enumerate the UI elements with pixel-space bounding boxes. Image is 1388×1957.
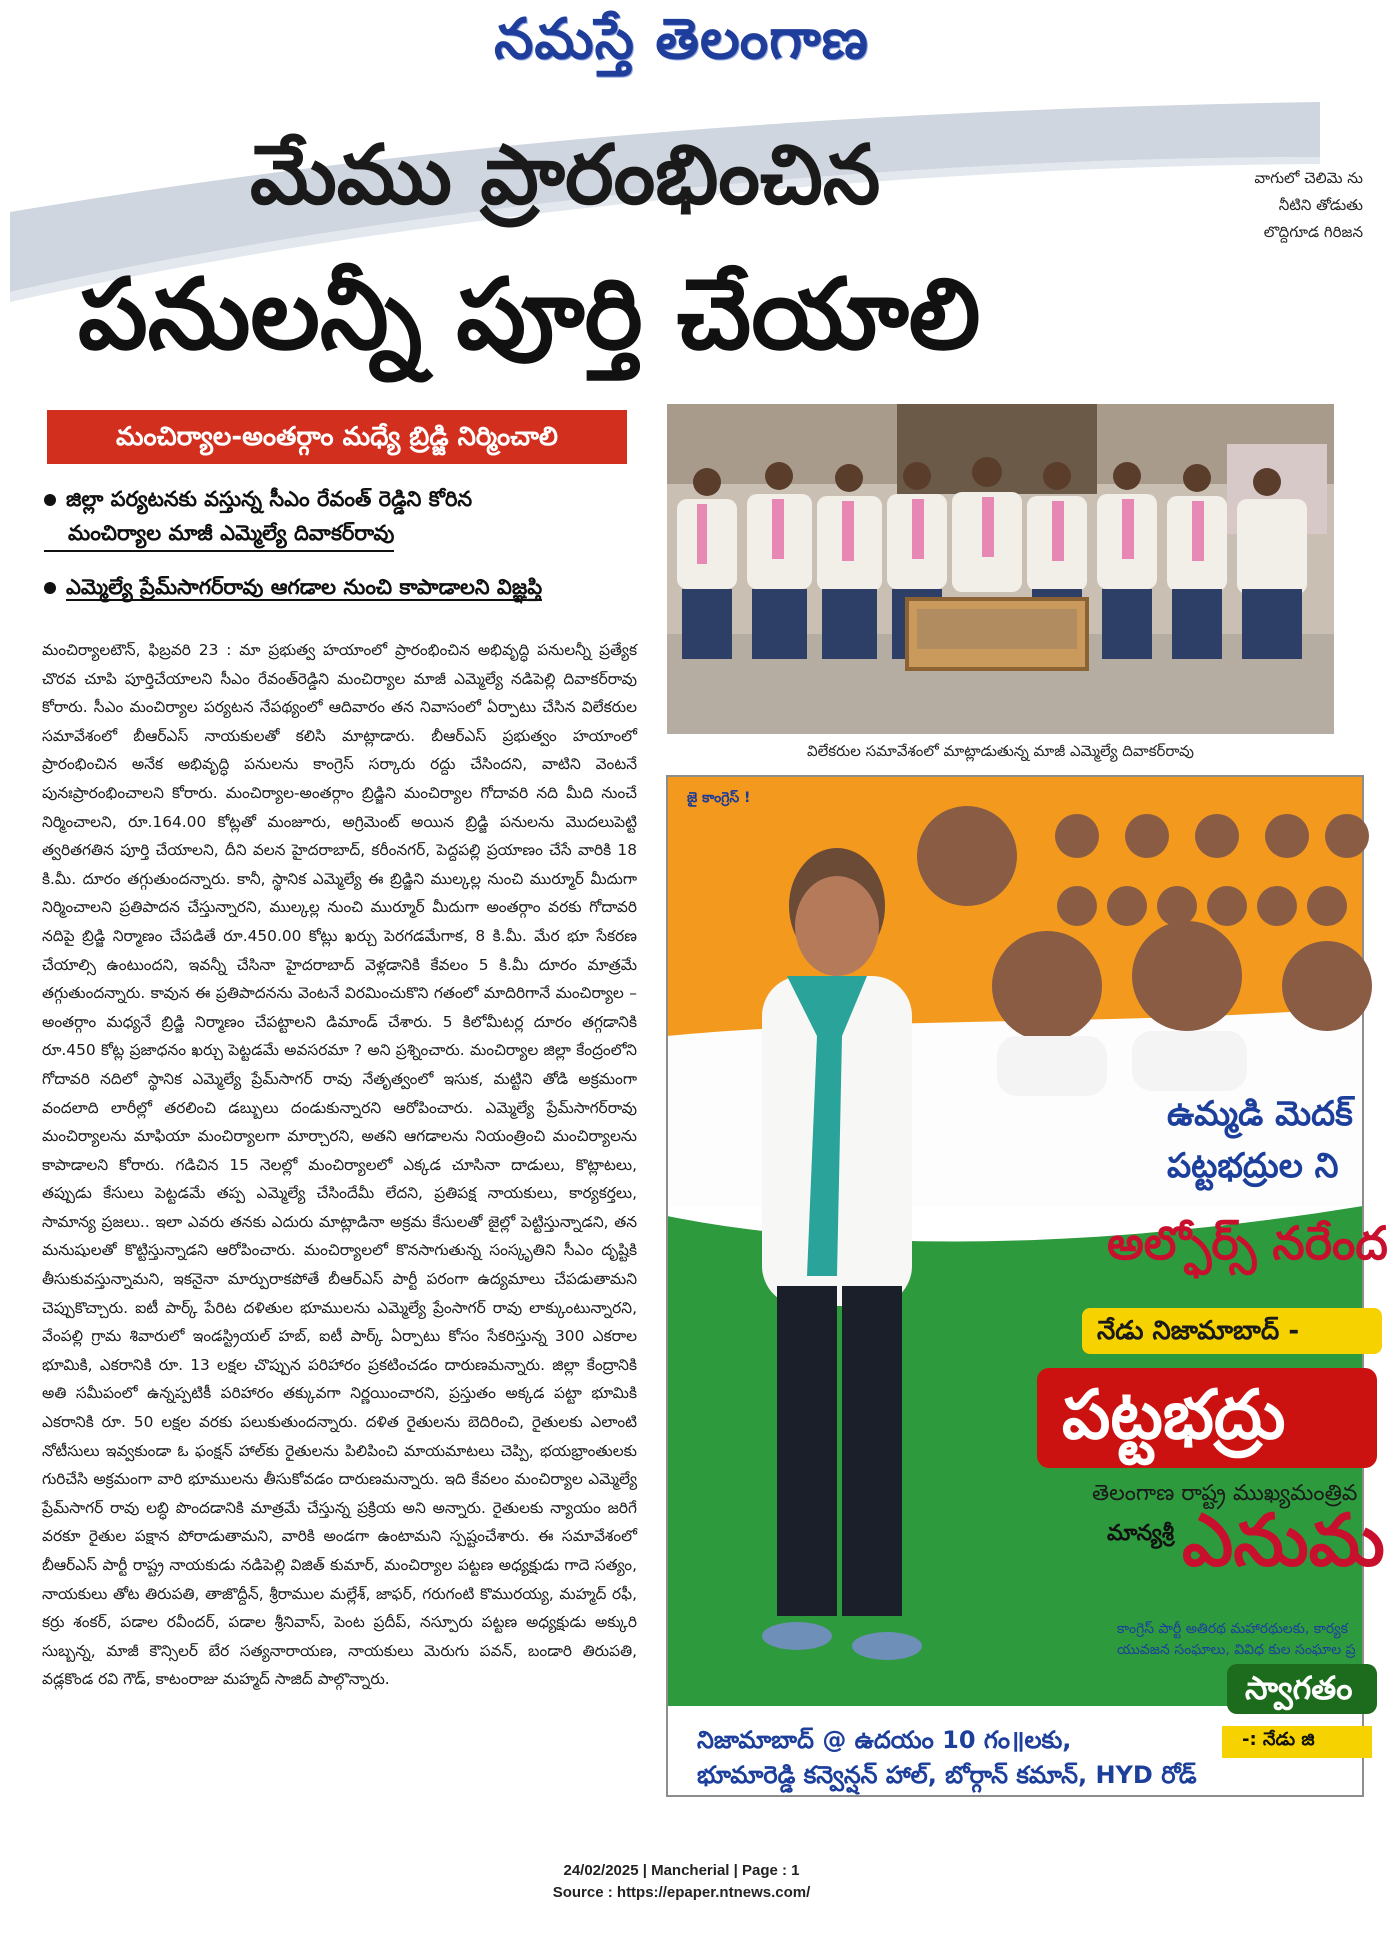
article-body: [42, 636, 637, 1694]
bullet-list: [44, 482, 644, 604]
ad-candidate-name: అల్ఫోర్స్ నరేంద: [1107, 1216, 1388, 1270]
ad-venue-time: నిజామాబాద్ @ ఉదయం 10 గం॥లకు,: [697, 1726, 1072, 1754]
teaser-line: లొద్దిగూడ గిరిజన: [1263, 223, 1363, 241]
bullet-text: జిల్లా పర్యటనకు వస్తున్న సీఎం రేవంత్ రెడ్డిని కోరిన: [66, 487, 473, 511]
bullet-dot-icon: [44, 582, 56, 594]
ad-name-large: ఎనుమ: [1182, 1498, 1385, 1582]
bullet-text: ఎమ్మెల్యే ప్రేమ్‌సాగర్‌రావు ఆగడాల నుంచి కాపాడాలని విజ్ఞప్తి: [66, 575, 543, 599]
congress-advertisement: [667, 776, 1388, 1796]
footer-date-edition: 24/02/2025 | Mancherial | Page : 1: [563, 1862, 800, 1879]
bullet-dot-icon: [44, 494, 56, 506]
page-footer: [0, 1860, 1363, 1904]
jai-congress-label: జై కాంగ్రెస్ !: [687, 790, 751, 806]
newspaper-title: నమస్తే తెలంగాణ: [494, 6, 869, 72]
ad-text: పట్టభద్రుల ని: [1167, 1146, 1339, 1186]
footer-source: Source : https://epaper.ntnews.com/: [552, 1884, 811, 1901]
ad-text: నేడు నిజామాబాద్ -: [1097, 1316, 1300, 1346]
bullet-item: [44, 482, 644, 552]
side-teaser: [1205, 165, 1363, 246]
ad-welcome-text: స్వాగతం: [1245, 1669, 1353, 1707]
photo-caption: విలేకరుల సమావేశంలో మాట్లాడుతున్న మాజీ ఎమ్మెల్యే దివాకర్‌రావు: [807, 742, 1194, 760]
ad-text: కాంగ్రెస్ పార్టీ అతిరథ మహారథులకు, కార్యక: [1117, 1621, 1348, 1637]
ad-venue-address: భూమారెడ్డి కన్వెన్షన్ హాల్, బోర్గాన్ కమాన్, HYD రోడ్: [697, 1761, 1197, 1789]
masthead: [0, 0, 1363, 80]
teaser-line: నీటిని తోడుతు: [1278, 196, 1363, 214]
ad-main-word: పట్టభద్రు: [1062, 1376, 1286, 1455]
subhead-banner: మంచిర్యాల-అంతర్గాం మధ్యే బ్రిడ్జి నిర్మించాలి: [47, 410, 627, 464]
article-text: మంచిర్యాలటౌన్, ఫిబ్రవరి 23 : మా ప్రభుత్వ హయాంలో ప్రారంభించిన అభివృద్ధి పనులన్నీ ప్రత్యేక చొరవ చూపి పూర్తిచేయాలని సీఎం రేవంత్‌రెడ్డిని మంచిర్యాల మాజీ ఎమ్మెల్యే నడిపెల్లి దివాకర్‌రావు కోరారు. సీఎం మంచిర్యాల పర్యటన నేపథ్యంలో ఆదివారం తన నివాసంలో ఏర్పాటు చేసిన విలేకరుల సమావేశంలో బీఆర్‌ఎస్ నాయకులతో కలిసి మాట్లాడారు. బీఆర్‌ఎస్ ప్రభుత్వం హయాంలో ప్రారంభించిన అనేక అభివృద్ధి పనులను కాంగ్రెస్ సర్కారు రద్దు చేసిందని, వాటిని వెంటనే పునఃప్రారంభించాలని కోరారు. మంచిర్యాల-అంతర్గాం బ్రిడ్జిని మంచిర్యాల గోదావరి నది మీది నుంచే నిర్మించాలని, రూ.164.00 కోట్లతో మంజూరు, అగ్రిమెంట్ అయిన బ్రిడ్జి పనులను మొదలుపెట్టి త్వరితగతిన పూర్తి చేయాలని, దీని వలన హైదరాబాద్, కరీంనగర్, పెద్దపల్లి ప్రయాణం చేసే వారికి 18 కి.మీ. దూరం తగ్గుతుందన్నారు. కానీ, స్థానిక ఎమ్మెల్యే ఈ బ్రిడ్జిని ముల్కల్ల నుంచి ముర్మూర్ మీదుగా నిర్మించాలని ప్రతిపాదన చేస్తున్నారని, ముల్కల్ల నుంచి ముర్మూర్ మీదుగా అంతర్గాం వరకు గోదావరి నదిపై బ్రిడ్జి నిర్మాణం చేపడితే రూ.450.00 కోట్లు ఖర్చు పెరగడమేగాక, 8 కి.మీ. మేర భూ సేకరణ చేయాల్సి ఉంటుందని, ఇవన్నీ చేసినా హైదరాబాద్ వెళ్లడానికి కేవలం 5 కి.మీ దూరం మాత్రమే తగ్గుతుందన్నారు. కావున ఈ ప్రతిపాదనను వెంటనే విరమించుకొని గతంలో మాదిరిగానే మంచిర్యాల – అంతర్గాం మధ్యనే బ్రిడ్జి నిర్మాణం చేపట్టాలని డిమాండ్ చేశారు. 5 కిలోమీటర్ల దూరం తగ్గడానికి రూ.450 కోట్ల ప్రజాధనం ఖర్చు పెట్టడమే అవసరమా ? అని ప్రశ్నించారు. మంచిర్యాల జిల్లా కేంద్రంలోని గోదావరి నదిలో స్థానిక ఎమ్మెల్యే ప్రేమ్‌సాగర్ రావు నేతృత్వంలో ఇసుక, మట్టిని తోడి అక్రమంగా వందలాది లారీల్లో తరలించి డబ్బులు దండుకున్నారని ఆరోపించారు. ఎమ్మెల్యే ప్రేమ్‌సాగర్‌రావు మంచిర్యాలను మాఫియా మంచిర్యాలగా మార్చారని, అతని ఆగడాలను నియంత్రించి మంచిర్యాలను కాపాడాలని కోరారు. గడిచిన 15 నెలల్లో మంచిర్యాలలో ఎక్కడ చూసినా దాడులు, కొట్లాటలు, తప్పుడు కేసులు పెట్టడమే తప్ప ఎమ్మెల్యే చేసిందేమీ లేదని, ప్రతిపక్ష నాయకులు, కార్యకర్తలు, సామాన్య ప్రజలు.. ఇలా ఎవరు తనకు ఎదురు మాట్లాడినా అక్రమ కేసులతో జైల్లో పెట్టిస్తున్నాడని, తన మనుషులతో కొట్టిస్తున్నాడని ఆరోపించారు. మంచిర్యాలలో కొనసాగుతున్న సంస్కృతిని సీఎం దృష్టికి తీసుకువస్తున్నామని, ఇకనైనా మార్పురాకపోతే బీఆర్‌ఎస్ పార్టీ పరంగా ఉద్యమాలు చేపడుతామని చెప్పుకొచ్చారు. ఐటీ పార్క్ పేరిట దళితుల భూములను ఎమ్మెల్యే ప్రేంసాగర్ రావు లాక్కుంటున్నారని, వేంపల్లి గ్రామ శివారులో ఇండస్ట్రియల్ హబ్, ఐటీ పార్క్ ఏర్పాటు కోసం సేకరిస్తున్న 300 ఎకరాల భూమికి, ఎకరానికి రూ. 13 లక్షల చొప్పున పరిహారం ప్రకటించడం దారుణమన్నారు. జిల్లా కేంద్రానికి అతి సమీపంలో ఉన్నప్పటికీ పరిహారం తక్కువగా నిర్ణయించారని, ప్రస్తుతం అక్కడ పట్టా భూమికి ఎకరానికి రూ. 50 లక్షల వరకు పలుకుతుందన్నారు. దళిత రైతులను బెదిరించి, రైతులకు ఎలాంటి నోటీసులు ఇవ్వకుండా ఓ ఫంక్షన్ హాల్‌కు రైతులను పిలిపించి మాయమాటలు చెప్పి, భయభ్రాంతులకు గురిచేసి అక్రమంగా వారి భూములను తీసుకోవడం దారుణమన్నారు. ఇది కేవలం మంచిర్యాల ఎమ్మెల్యే ప్రేమ్‌సాగర్ రావు లబ్ధి పొందడానికి మాత్రమే చేస్తున్న ప్రక్రియ అని అన్నారు. రైతులకు న్యాయం జరిగే వరకూ రైతుల పక్షాన పోరాడుతామని, వారికి అండగా ఉంటామని స్పష్టంచేశారు. ఈ సమావేశంలో బీఆర్‌ఎస్ పార్టీ రాష్ట్ర నాయకుడు నడిపెల్లి విజిత్ కుమార్, మంచిర్యాల పట్టణ అధ్యక్షుడు గాదె సత్యం, నాయకులు తోట తిరుపతి, తాజొద్దీన్, శ్రీరాముల మల్లేశ్, జాఫర్, గరుగంటి కొమురయ్య, మహ్మద్ రఫీ, కర్రు శంకర్, పడాల రవీందర్, పడాల శ్రీనివాస్, పెంట ప్రదీప్, నస్పూరు పట్టణ అధ్యక్షుడు అక్కురి సుబ్బన్న, మాజీ కౌన్సిలర్ బేర సత్యనారాయణ, నాయకులు మెరుగు పవన్, బండారి తిరుపతి, వడ్లకొండ రవి గౌడ్, కాటంరాజు మహ్మద్ సాజిద్ పాల్గొన్నారు.: [42, 641, 637, 1689]
ad-text: తెలంగాణ రాష్ట్ర ముఖ్యమంత్రివ: [1092, 1481, 1358, 1506]
bullet-item: [44, 570, 644, 604]
ad-text: ఉమ్మడి మెదక్: [1167, 1094, 1353, 1134]
ad-text: -: నేడు జి: [1242, 1729, 1315, 1750]
bullet-text-continued: మంచిర్యాల మాజీ ఎమ్మెల్యే దివాకర్‌రావు: [44, 516, 394, 552]
headline-line-2: పనులన్నీ పూర్తి చేయాలి: [78, 258, 981, 372]
ad-text: మాన్యశ్రీ: [1107, 1521, 1175, 1546]
ad-text: యువజన సంఘాలు, వివిధ కుల సంఘాల ప్ర: [1117, 1642, 1356, 1658]
headline-line-1: మేము ప్రారంభించిన: [250, 128, 881, 223]
press-meet-photo: [667, 404, 1334, 734]
press-meet-illustration: [667, 404, 1334, 734]
teaser-line: వాగులో చెలిమె ను: [1254, 169, 1363, 187]
